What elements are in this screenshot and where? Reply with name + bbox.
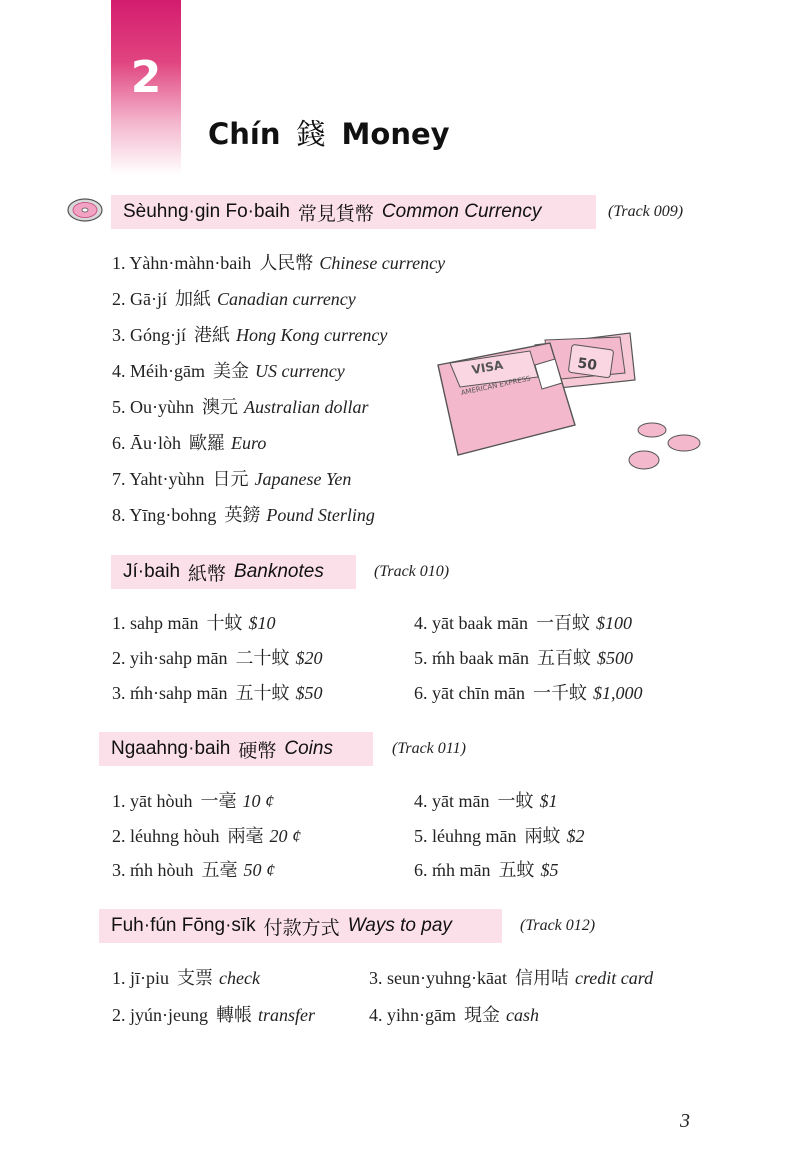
list-item: 4. yihn·gām 現金 cash bbox=[369, 1005, 539, 1025]
section-header-banknotes bbox=[111, 555, 356, 589]
header-english: Coins bbox=[284, 738, 333, 759]
header-jyutping: Ngaahng·baih bbox=[111, 738, 231, 759]
page-title bbox=[208, 112, 450, 153]
title-english: Money bbox=[341, 117, 450, 151]
list-item: 3. ḿh·sahp mān 五十蚊 $50 bbox=[112, 683, 323, 703]
svg-text:AMERICAN EXPRESS: AMERICAN EXPRESS bbox=[460, 374, 532, 398]
list-item: 3. seun·yuhng·kāat 信用咭 credit card bbox=[369, 968, 654, 988]
chapter-number: 2 bbox=[130, 52, 162, 103]
list-item: 5. léuhng mān 兩蚊 $2 bbox=[414, 826, 585, 846]
audio-cd-icon[interactable] bbox=[66, 197, 104, 223]
svg-text:50: 50 bbox=[576, 355, 598, 374]
list-item: 6. Āu·lòh 歐羅 Euro bbox=[112, 433, 267, 453]
title-chinese: 錢 bbox=[296, 117, 326, 151]
section-header-coins bbox=[99, 732, 373, 766]
list-item: 6. yāt chīn mān 一千蚊 $1,000 bbox=[414, 683, 643, 703]
header-chinese: 紙幣 bbox=[188, 563, 227, 585]
list-item: 2. Gā·jí 加紙 Canadian currency bbox=[112, 289, 356, 309]
header-english: Common Currency bbox=[381, 201, 542, 222]
list-item: 1. sahp mān 十蚊 $10 bbox=[112, 613, 276, 633]
track-label: (Track 012) bbox=[520, 917, 596, 934]
list-item: 1. jī·piu 支票 check bbox=[112, 968, 260, 988]
title-jyutping: Chín bbox=[208, 117, 281, 151]
svg-text:VISA: VISA bbox=[470, 357, 505, 378]
section-header-currency bbox=[111, 195, 596, 229]
track-label: (Track 009) bbox=[608, 203, 684, 220]
list-item: 1. yāt hòuh 一毫 10 ¢ bbox=[112, 791, 274, 811]
list-item: 2. léuhng hòuh 兩毫 20 ¢ bbox=[112, 826, 301, 846]
list-item: 8. Yīng·bohng 英鎊 Pound Sterling bbox=[112, 505, 375, 525]
page-number: 3 bbox=[680, 1110, 690, 1132]
list-item: 4. yāt mān 一蚊 $1 bbox=[414, 791, 558, 811]
list-item: 4. Méih·gām 美金 US currency bbox=[112, 361, 345, 381]
list-item: 3. Góng·jí 港紙 Hong Kong currency bbox=[112, 325, 388, 345]
header-jyutping: Jí·baih bbox=[123, 561, 181, 582]
track-label: (Track 010) bbox=[374, 563, 450, 580]
chapter-tab bbox=[111, 0, 181, 175]
list-item: 7. Yaht·yùhn 日元 Japanese Yen bbox=[112, 469, 352, 489]
header-english: Banknotes bbox=[234, 561, 324, 582]
header-jyutping: Sèuhng·gin Fo·baih bbox=[123, 201, 290, 222]
list-item: 6. ḿh mān 五蚊 $5 bbox=[414, 860, 559, 880]
section-header-payment bbox=[99, 909, 502, 943]
header-chinese: 付款方式 bbox=[263, 917, 340, 939]
list-item: 2. yih·sahp mān 二十蚊 $20 bbox=[112, 648, 323, 668]
list-item: 3. ḿh hòuh 五毫 50 ¢ bbox=[112, 860, 276, 880]
header-jyutping: Fuh·fún Fōng·sīk bbox=[111, 915, 256, 936]
header-english: Ways to pay bbox=[347, 915, 452, 936]
list-item: 1. Yàhn·màhn·baih 人民幣 Chinese currency bbox=[112, 253, 446, 273]
list-item: 4. yāt baak mān 一百蚊 $100 bbox=[414, 613, 632, 633]
list-item: 2. jyún·jeung 轉帳 transfer bbox=[112, 1005, 316, 1025]
header-chinese: 常見貨幣 bbox=[297, 203, 374, 225]
header-chinese: 硬幣 bbox=[238, 740, 277, 762]
list-item: 5. ḿh baak mān 五百蚊 $500 bbox=[414, 648, 633, 668]
wallet-illustration bbox=[430, 325, 710, 485]
track-label: (Track 011) bbox=[392, 740, 466, 757]
list-item: 5. Ou·yùhn 澳元 Australian dollar bbox=[112, 397, 369, 417]
